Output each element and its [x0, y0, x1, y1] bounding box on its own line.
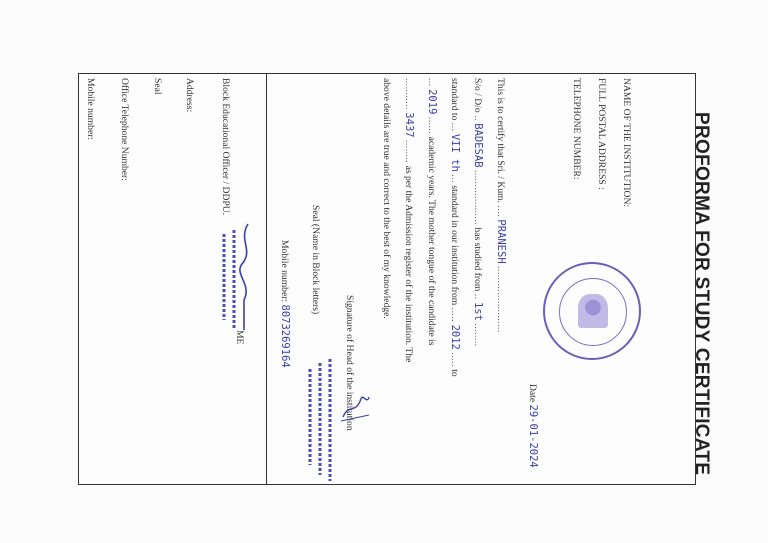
dots: ......: [426, 116, 437, 135]
to-standard: VII th: [449, 133, 461, 172]
office-telephone-label: Office Telephone Number:: [119, 78, 130, 181]
beo-label: Block Educational Officer / DDPU.: [220, 78, 231, 216]
date-label: Date: [527, 384, 538, 403]
dots: .....: [449, 307, 460, 323]
from-standard: 1st: [472, 301, 484, 321]
parent-line: [471, 78, 485, 347]
academic-years-text: academic years. The mother tongue of the candidate is: [426, 136, 437, 346]
dots: ....: [495, 205, 506, 217]
dots: ........: [472, 323, 483, 347]
mother-tongue-value: 3437: [403, 112, 415, 138]
dots: ...: [449, 174, 460, 183]
standard-in-text: standard in our institution from: [449, 185, 460, 306]
standard-line: [448, 78, 462, 377]
head-signature-label: Signature of Head of the institution: [344, 295, 355, 431]
beo-me-suffix: ME: [234, 330, 245, 345]
as-per-text: as per the Admission register of the institution. The: [403, 165, 414, 363]
head-mobile-value: 8073269164: [279, 304, 291, 368]
head-signature: [335, 385, 375, 425]
beo-signature-stamp: [208, 220, 260, 335]
date-value: 29-01-2024: [527, 404, 539, 468]
section-divider: [266, 73, 267, 485]
dots: ...........: [403, 78, 414, 110]
head-official-stamp: [300, 355, 340, 485]
from-year: 2012: [449, 324, 461, 350]
academic-years-line: [425, 78, 439, 346]
dots: ........: [403, 140, 414, 164]
declaration-line: above details are true and correct to the best of my knowledge.: [381, 78, 392, 319]
telephone-label: TELEPHONE NUMBER:: [571, 78, 582, 180]
dots: ..: [472, 115, 483, 121]
head-seal-label: Seal (Name in Block letters): [310, 205, 321, 315]
dots: .....: [449, 352, 460, 367]
dots: ...: [449, 122, 460, 132]
institution-name-label: NAME OF THE INSTITUTION:: [621, 78, 632, 208]
mother-tongue-line: [402, 78, 416, 362]
institution-seal-stamp: [543, 262, 641, 360]
emblem-icon: [578, 294, 608, 328]
certify-prefix: This is to certify that Sri. / Kum.: [495, 78, 506, 203]
certify-line: [494, 78, 508, 333]
studied-from-text: has studied from: [472, 227, 483, 292]
to-word: to: [449, 369, 460, 377]
dots: ..: [472, 293, 483, 300]
beo-mobile-label: Mobile number:: [85, 78, 96, 141]
postal-address-label: FULL POSTAL ADDRESS :: [596, 78, 607, 190]
parent-prefix: S/o / D/o: [472, 78, 483, 113]
student-name: PRANESH: [495, 219, 507, 264]
standard-to-text: standard to: [449, 78, 460, 121]
to-year: 2019: [426, 89, 438, 115]
beo-address-label: Address:: [184, 78, 195, 113]
head-mobile-label: Mobile number:: [279, 240, 290, 303]
head-mobile: [278, 240, 292, 368]
dots: .......................: [495, 266, 506, 333]
dots: ...................: [472, 169, 483, 226]
parent-name: BADESAB: [472, 123, 484, 168]
beo-seal-label: Seal: [152, 78, 163, 95]
date-field: [526, 384, 540, 468]
document-title: PROFORMA FOR STUDY CERTIFICATE: [691, 112, 712, 476]
dots: ...: [426, 78, 437, 87]
